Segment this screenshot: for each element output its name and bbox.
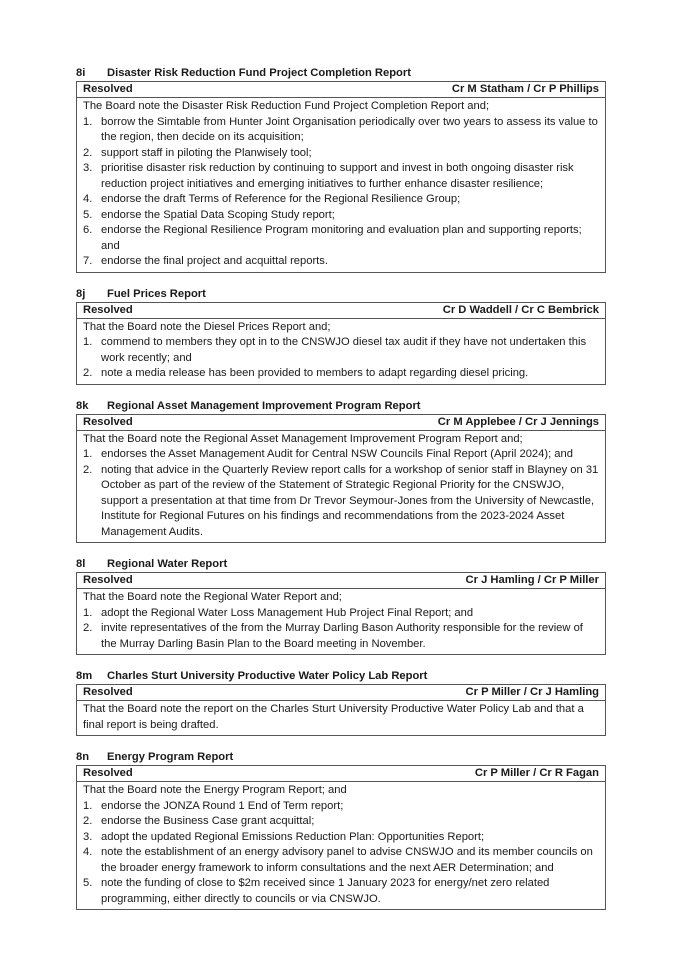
section-number: 8m <box>76 670 93 682</box>
section-number: 8l <box>76 558 86 570</box>
resolved-row <box>77 303 605 319</box>
list-item <box>83 463 599 541</box>
list-item <box>83 876 599 907</box>
resolved-label: Resolved <box>83 574 133 586</box>
list-item-text: note the funding of close to $2m received since 1 January 2023 for energy/net zero related programming, either directly to councils or via CNSWJO. <box>101 877 550 905</box>
list-item <box>83 335 599 366</box>
list-item <box>83 814 599 830</box>
resolution-intro: That the Board note the report on the Charles Sturt University Productive Water Policy Lab and that a final report is being drafted. <box>83 703 584 731</box>
list-item <box>83 799 599 815</box>
list-item <box>83 146 599 162</box>
movers-label: Cr D Waddell / Cr C Bembrick <box>442 303 599 316</box>
resolution-box <box>76 572 606 655</box>
list-item-text: endorse the Regional Resilience Program monitoring and evaluation plan and supporting reports; and <box>101 224 582 252</box>
minutes-content <box>76 66 606 924</box>
resolution-box <box>76 684 606 736</box>
list-item-number: 2. <box>83 815 93 827</box>
resolution-intro: That the Board note the Regional Water Report and; <box>83 591 342 603</box>
resolution-body <box>77 589 605 654</box>
section-title: Regional Water Report <box>107 558 228 570</box>
movers-label: Cr P Miller / Cr R Fagan <box>474 767 599 779</box>
list-item-text: endorse the draft Terms of Reference for the Regional Resilience Group; <box>101 193 461 205</box>
list-item-number: 5. <box>83 877 93 889</box>
section-title: Disaster Risk Reduction Fund Project Completion Report <box>107 67 411 79</box>
section-number: 8n <box>76 751 90 763</box>
section-title: Regional Asset Management Improvement Program Report <box>107 399 421 412</box>
list-item <box>83 223 599 254</box>
list-item-text: note the establishment of an energy advisory panel to advise CNSWJO and its member councils on the broader energy framework to inform consultations and the next AER Determination; and <box>101 846 593 874</box>
list-item <box>83 161 599 192</box>
list-item-number: 2. <box>83 367 93 379</box>
list-item-text: support staff in piloting the Planwisely tool; <box>101 146 312 159</box>
list-item <box>83 830 599 846</box>
resolution-section <box>76 557 606 655</box>
movers-label: Cr J Hamling / Cr P Miller <box>465 574 599 586</box>
section-title: Charles Sturt University Productive Water Policy Lab Report <box>107 670 428 682</box>
resolved-label: Resolved <box>83 686 133 698</box>
list-item <box>83 366 599 382</box>
resolution-list <box>83 335 599 382</box>
resolution-list <box>83 799 599 908</box>
section-heading <box>76 557 606 572</box>
resolution-list <box>83 447 599 540</box>
resolution-section <box>76 669 606 736</box>
list-item-number: 3. <box>83 830 93 843</box>
list-item-text: invite representatives of the from the Murray Darling Bason Authority responsible for the review of the Murray Darling Basin Plan to the Board meeting in November. <box>101 622 583 650</box>
list-item-number: 2. <box>83 146 93 159</box>
list-item <box>83 192 599 208</box>
list-item-number: 2. <box>83 463 93 476</box>
list-item <box>83 208 599 224</box>
list-item-text: adopt the Regional Water Loss Management Hub Project Final Report; and <box>101 606 474 619</box>
list-item-number: 5. <box>83 208 93 221</box>
section-heading <box>76 669 606 684</box>
list-item-number: 4. <box>83 193 93 205</box>
movers-label: Cr M Statham / Cr P Phillips <box>451 83 599 95</box>
list-item-number: 7. <box>83 255 93 267</box>
list-item-text: noting that advice in the Quarterly Review report calls for a workshop of senior staff in Blayney on 31 October as part of the review of the Statement of Strategic Regional Priority for the CNSWJO, support a presentation at that time from Dr Trevor Seymour-Jones from the University of Newcastle, Institute for Regional Futures on his findings and recommendations from the 2023-2024 Asset Management Audits. <box>101 463 599 538</box>
list-item-number: 3. <box>83 162 93 174</box>
resolution-box <box>76 765 606 910</box>
resolution-list <box>83 606 599 653</box>
section-heading <box>76 399 606 414</box>
resolved-label: Resolved <box>83 767 133 779</box>
list-item-text: borrow the Simtable from Hunter Joint Organisation periodically over two years to assess its value to the region, then decide on its acquisition; <box>101 115 598 143</box>
list-item-text: endorse the JONZA Round 1 End of Term report; <box>101 799 344 812</box>
list-item <box>83 447 599 463</box>
list-item-number: 1. <box>83 799 93 812</box>
resolved-label: Resolved <box>83 303 133 316</box>
resolved-label: Resolved <box>83 83 133 95</box>
list-item <box>83 115 599 146</box>
list-item-text: prioritise disaster risk reduction by continuing to support and invest in both ongoing disaster risk reduction project initiatives and emerging initiatives to further enhance disaster resilience; <box>101 162 574 190</box>
section-number: 8k <box>76 399 89 412</box>
resolution-body <box>77 431 605 543</box>
resolution-box <box>76 414 606 544</box>
section-heading <box>76 66 606 81</box>
list-item-text: endorses the Asset Management Audit for Central NSW Councils Final Report (April 2024); and <box>101 448 573 460</box>
list-item <box>83 845 599 876</box>
list-item-number: 6. <box>83 224 93 236</box>
resolved-row <box>77 685 605 701</box>
resolution-intro: That the Board note the Regional Asset Management Improvement Program Report and; <box>83 432 523 445</box>
movers-label: Cr M Applebee / Cr J Jennings <box>437 415 599 428</box>
resolution-body <box>77 319 605 384</box>
list-item <box>83 606 599 622</box>
resolved-row <box>77 573 605 589</box>
resolution-intro: That the Board note the Diesel Prices Report and; <box>83 320 331 333</box>
resolved-row <box>77 415 605 431</box>
resolution-section <box>76 399 606 544</box>
list-item-number: 1. <box>83 606 93 619</box>
section-title: Fuel Prices Report <box>107 287 206 300</box>
resolved-row <box>77 82 605 98</box>
list-item-number: 1. <box>83 115 93 128</box>
resolution-box <box>76 81 606 273</box>
section-title: Energy Program Report <box>107 751 234 763</box>
resolution-intro: The Board note the Disaster Risk Reduction Fund Project Completion Report and; <box>83 100 490 112</box>
resolution-section <box>76 750 606 910</box>
section-heading <box>76 287 606 302</box>
resolved-label: Resolved <box>83 415 133 428</box>
list-item-number: 4. <box>83 846 93 858</box>
list-item <box>83 621 599 652</box>
resolution-section <box>76 66 606 273</box>
section-number: 8i <box>76 67 86 79</box>
list-item-text: endorse the final project and acquittal reports. <box>101 255 328 267</box>
list-item-text: adopt the updated Regional Emissions Reduction Plan: Opportunities Report; <box>101 830 485 843</box>
list-item-text: endorse the Spatial Data Scoping Study report; <box>101 208 335 221</box>
list-item-number: 1. <box>83 448 93 460</box>
list-item-text: commend to members they opt in to the CNSWJO diesel tax audit if they have not undertaken this work recently; and <box>101 336 587 364</box>
list-item-number: 1. <box>83 336 93 348</box>
movers-label: Cr P Miller / Cr J Hamling <box>465 686 599 698</box>
list-item <box>83 254 599 270</box>
resolution-body <box>77 98 605 272</box>
list-item-text: note a media release has been provided to members to adapt regarding diesel pricing. <box>101 367 529 379</box>
list-item-number: 2. <box>83 622 93 634</box>
list-item-text: endorse the Business Case grant acquittal; <box>101 815 315 827</box>
resolution-body <box>77 782 605 909</box>
resolution-box <box>76 302 606 385</box>
resolution-list <box>83 115 599 270</box>
section-number: 8j <box>76 287 86 300</box>
resolved-row <box>77 766 605 782</box>
section-heading <box>76 750 606 765</box>
resolution-body <box>77 701 605 735</box>
resolution-intro: That the Board note the Energy Program Report; and <box>83 784 347 796</box>
resolution-section <box>76 287 606 385</box>
